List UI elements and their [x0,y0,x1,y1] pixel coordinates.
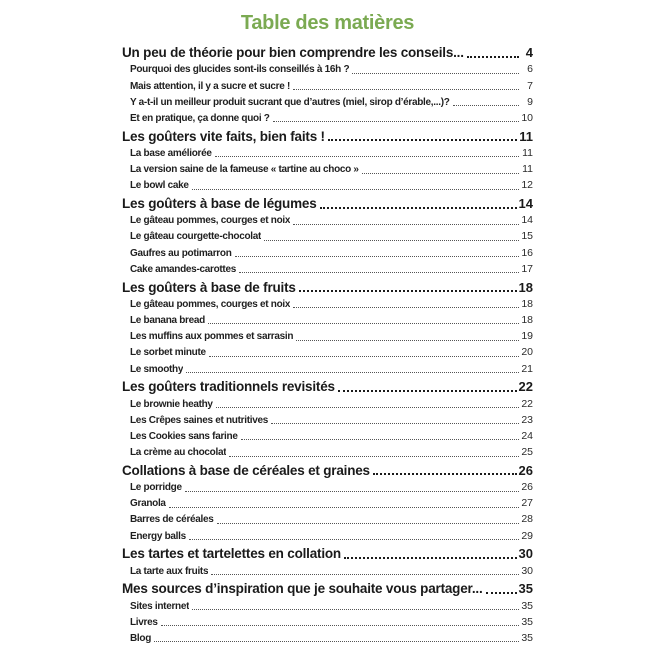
toc-section-title: Les goûters à base de fruits [122,279,296,295]
toc-sub-title: Le bowl cake [130,180,189,192]
toc-section-entry[interactable] [122,278,533,294]
dotted-leader [486,592,517,594]
dotted-leader [229,456,519,457]
page-number: 35 [521,615,533,628]
toc-section-title: Les tartes et tartelettes en collation [122,546,341,562]
dotted-leader [217,523,519,524]
toc-section-entry[interactable] [122,580,533,596]
dotted-leader [293,224,519,225]
toc-sub-entry[interactable] [122,596,533,612]
page-number: 20 [521,346,533,359]
toc-sub-title: Le gâteau pommes, courges et noix [130,215,291,227]
toc-sub-entry[interactable] [122,510,533,526]
toc-sub-title: Et en pratique, ça donne quoi ? [130,112,270,124]
page-title: Table des matières [240,12,415,34]
toc-sub-entry[interactable] [122,443,533,459]
toc-sub-entry[interactable] [122,295,533,311]
toc-sub-entry[interactable] [122,243,533,259]
page-number: 22 [521,397,533,410]
toc-sub-title: Blog [130,632,152,644]
toc-section-title: Mes sources d’inspiration que je souhaite vous partager... [122,581,483,597]
dotted-leader [271,423,519,424]
page-number: 19 [521,330,533,343]
toc-sub-title: Mais attention, il y a sucre et sucre ! [130,80,291,92]
toc-section-entry[interactable] [122,378,533,394]
toc-section-entry[interactable] [122,128,533,144]
toc-sub-entry[interactable] [122,76,533,92]
toc-sub-title: Y a-t-il un meilleur produit sucrant que d’autres (miel, sirop d’érable,...)? [130,96,450,108]
toc-sub-entry[interactable] [122,60,533,76]
toc-sub-entry[interactable] [122,343,533,359]
page-number: 10 [521,111,533,124]
dotted-leader [192,189,519,190]
dotted-leader [467,56,519,58]
toc-sub-title: Les Crêpes saines et nutritives [130,414,268,426]
dotted-leader [211,574,519,575]
page-number: 16 [521,246,533,259]
dotted-leader [273,121,519,122]
toc-section-title: Les goûters traditionnels revisités [122,379,335,395]
toc-sub-entry[interactable] [122,176,533,192]
toc-sub-title: Le gâteau pommes, courges et noix [130,298,291,310]
page-number: 22 [518,379,533,395]
toc-sub-title: Barres de céréales [130,514,214,526]
toc-sub-title: Pourquoi des glucides sont-ils conseillés à 16h ? [130,64,350,76]
dotted-leader [235,256,520,257]
page-number: 26 [518,462,533,478]
toc-sub-title: Cake amandes-carottes [130,263,236,275]
toc-sub-entry[interactable] [122,478,533,494]
dotted-leader [373,473,517,475]
page-number: 27 [521,497,533,510]
toc-section-title: Les goûters à base de légumes [122,196,317,212]
toc-sub-entry[interactable] [122,160,533,176]
page-number: 14 [518,196,533,212]
dotted-leader [185,491,519,492]
dotted-leader [215,156,519,157]
dotted-leader [344,557,517,559]
toc-list [122,44,533,645]
dotted-leader [362,173,519,174]
toc-sub-title: La tarte aux fruits [130,565,209,577]
toc-sub-title: Le gâteau courgette-chocolat [130,231,262,243]
toc-section-title: Les goûters vite faits, bien faits ! [122,128,325,144]
page-number: 35 [518,581,533,597]
toc-sub-title: Livres [130,616,158,628]
page-number: 28 [521,513,533,526]
toc-sub-title: Le banana bread [130,314,205,326]
toc-sub-title: La crème au chocolat [130,447,227,459]
toc-sub-entry[interactable] [122,93,533,109]
dotted-leader [293,307,519,308]
dotted-leader [216,407,519,408]
page-number: 30 [521,564,533,577]
toc-sub-title: Sites internet [130,600,190,612]
toc-sub-title: Le porridge [130,482,182,494]
toc-sub-entry[interactable] [122,327,533,343]
toc-sub-entry[interactable] [122,109,533,125]
page-number: 7 [527,79,533,92]
toc-sub-entry[interactable] [122,629,533,645]
toc-sub-entry[interactable] [122,526,533,542]
dotted-leader [352,73,519,74]
page-number: 26 [521,481,533,494]
page-number: 9 [527,95,533,108]
dotted-leader [338,390,517,392]
toc-sub-entry[interactable] [122,411,533,427]
toc-section-entry[interactable] [122,44,533,60]
page-number: 35 [521,599,533,612]
dotted-leader [169,507,519,508]
dotted-leader [161,625,519,626]
dotted-leader [241,439,519,440]
toc-sub-entry[interactable] [122,211,533,227]
toc-sub-title: La version saine de la fameuse « tartine au choco » [130,164,359,176]
page-number: 21 [521,362,533,375]
page-number: 11 [522,163,533,176]
page-number: 6 [527,63,533,76]
toc-sub-title: Les Cookies sans farine [130,430,238,442]
toc-sub-entry[interactable] [122,561,533,577]
toc-sub-title: La base améliorée [130,147,212,159]
page-number: 4 [525,45,533,61]
dotted-leader [293,89,519,90]
toc-sub-entry[interactable] [122,227,533,243]
toc-sub-title: Granola [130,498,166,510]
dotted-leader [189,539,519,540]
page-number: 14 [521,214,533,227]
page-number: 15 [521,230,533,243]
toc-sub-entry[interactable] [122,359,533,375]
toc-sub-entry[interactable] [122,144,533,160]
toc-sub-entry[interactable] [122,613,533,629]
dotted-leader [192,609,519,610]
toc-sub-title: Le sorbet minute [130,347,206,359]
toc-section-entry[interactable] [122,462,533,478]
page-number: 12 [521,179,533,192]
dotted-leader [328,139,517,141]
toc-sub-entry[interactable] [122,394,533,410]
page-number: 11 [519,128,533,144]
toc-sub-title: Le smoothy [130,363,184,375]
toc-sub-entry[interactable] [122,311,533,327]
toc-section-title: Collations à base de céréales et graines [122,462,370,478]
dotted-leader [453,105,519,106]
dotted-leader [320,207,517,209]
toc-sub-entry[interactable] [122,427,533,443]
toc-sub-entry[interactable] [122,260,533,276]
dotted-leader [209,356,519,357]
toc-sub-title: Les muffins aux pommes et sarrasin [130,331,294,343]
toc-sub-title: Energy balls [130,530,186,542]
dotted-leader [186,372,519,373]
page-number: 29 [521,529,533,542]
toc-section-entry[interactable] [122,195,533,211]
page-number: 24 [521,429,533,442]
page-number: 17 [521,262,533,275]
page-number: 23 [521,413,533,426]
page-number: 30 [518,546,533,562]
page-number: 18 [518,279,533,295]
toc-section-title: Un peu de théorie pour bien comprendre les conseils... [122,45,464,61]
dotted-leader [299,290,517,292]
dotted-leader [239,272,519,273]
page-number: 11 [522,146,533,159]
toc-sub-title: Gaufres au potimarron [130,247,232,259]
dotted-leader [264,240,519,241]
dotted-leader [296,340,519,341]
toc-sub-title: Le brownie heathy [130,398,213,410]
page-number: 18 [521,313,533,326]
toc-section-entry[interactable] [122,545,533,561]
dotted-leader [154,641,519,642]
toc-sub-entry[interactable] [122,494,533,510]
page-number: 25 [521,446,533,459]
page-number: 35 [521,631,533,644]
dotted-leader [208,323,519,324]
page-number: 18 [521,297,533,310]
